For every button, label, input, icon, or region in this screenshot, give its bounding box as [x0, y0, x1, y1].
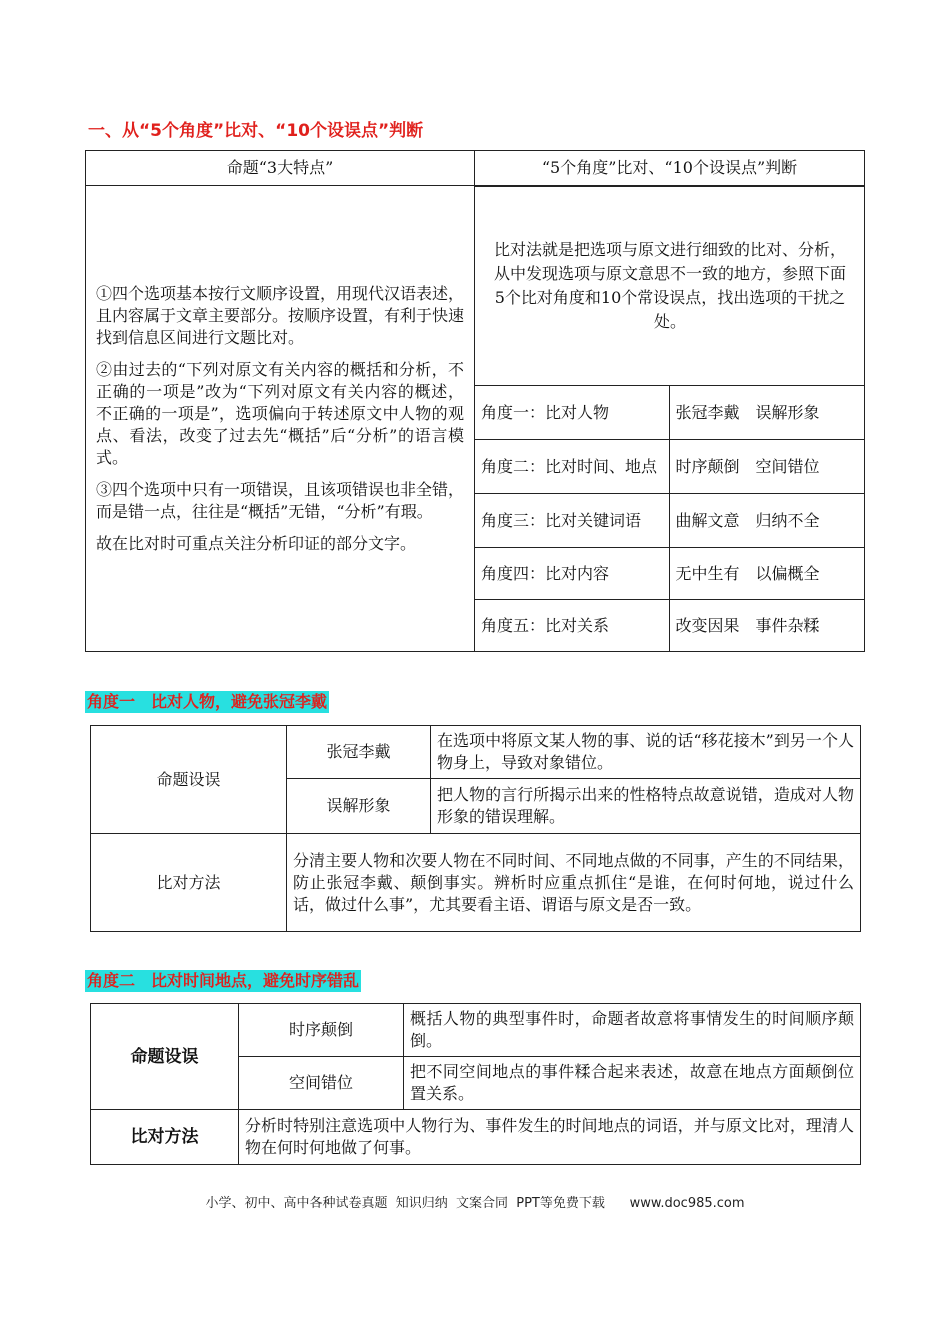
error-desc: 把人物的言行所揭示出来的性格特点故意说错，造成对人物形象的错误理解。: [431, 779, 861, 834]
intro-text: 比对法就是把选项与原文进行细致的比对、分析，从中发现选项与原文意思不一致的地方，参照下面5个比对角度和10个常设误点，找出选项的干扰之处。: [475, 187, 865, 386]
col2-header: “5个角度”比对、“10个设误点”判断: [475, 151, 865, 186]
error-term: 时序颠倒: [239, 1004, 404, 1057]
row-label-setup: 命题设误: [91, 1004, 239, 1110]
section2-title: 角度一 比对人物，避免张冠李戴: [87, 692, 328, 711]
row-label-method: 比对方法: [91, 1110, 239, 1165]
features-cell: [86, 186, 475, 652]
angle-points: 改变因果 事件杂糅: [669, 600, 865, 652]
angle-label: 角度二：比对时间、地点: [475, 440, 669, 494]
error-term: 空间错位: [239, 1057, 404, 1110]
error-desc: 在选项中将原文某人物的事、说的话“移花接木”到另一个人物身上，导致对象错位。: [431, 726, 861, 779]
angle-points: 无中生有 以偏概全: [669, 548, 865, 600]
col1-header: 命题“3大特点”: [86, 151, 475, 186]
row-label-setup: 命题设误: [91, 726, 287, 834]
section-heading: 一、从“5个角度”比对、“10个设误点”判断: [88, 121, 424, 141]
feature-paragraph: 故在比对时可重点关注分析印证的部分文字。: [96, 533, 417, 553]
error-term: 误解形象: [287, 779, 431, 834]
feature-paragraph: ③四个选项中只有一项错误，且该项错误也非全错，而是错一点，往往是“概括”无错，“分析”有瑕。: [96, 479, 465, 521]
angle1-table: [90, 725, 861, 932]
comparison-table: [85, 150, 865, 652]
method-text: 分析时特别注意选项中人物行为、事件发生的时间地点的词语，并与原文比对，理清人物在何时何地做了何事。: [239, 1110, 861, 1165]
angle-points: 曲解文意 归纳不全: [669, 494, 865, 548]
error-term: 张冠李戴: [287, 726, 431, 779]
error-desc: 概括人物的典型事件时，命题者故意将事情发生的时间顺序颠倒。: [404, 1004, 861, 1057]
row-label-method: 比对方法: [91, 834, 287, 932]
angle-label: 角度五：比对关系: [475, 600, 669, 652]
angle-points: 张冠李戴 误解形象: [669, 386, 865, 440]
method-text: 分清主要人物和次要人物在不同时间、不同地点做的不同事，产生的不同结果，防止张冠李戴、颠倒事实。辨析时应重点抓住“是谁，在何时何地，说过什么话，做过什么事”，尤其要看主语、谓语与原文是否一致。: [287, 834, 861, 932]
angle-label: 角度三：比对关键词语: [475, 494, 669, 548]
error-desc: 把不同空间地点的事件糅合起来表述，故意在地点方面颠倒位置关系。: [404, 1057, 861, 1110]
angle-label: 角度四：比对内容: [475, 548, 669, 600]
feature-paragraph: ②由过去的“下列对原文有关内容的概括和分析，不正确的一项是”改为“下列对原文有关内容的概述，不正确的一项是”，选项偏向于转述原文中人物的观点、看法，改变了过去先“概括”后“分析”的语言模式。: [96, 359, 464, 467]
angles-cell: [475, 186, 865, 652]
feature-paragraph: ①四个选项基本按行文顺序设置，用现代汉语表述，且内容属于文章主要部分。按顺序设置，有利于快速找到信息区间进行文题比对。: [96, 283, 465, 347]
angles-table: [475, 186, 865, 651]
angle-points: 时序颠倒 空间错位: [669, 440, 865, 494]
section3-title: 角度二 比对时间地点，避免时序错乱: [87, 971, 360, 990]
angle2-table: [90, 1003, 861, 1165]
angle-label: 角度一：比对人物: [475, 386, 669, 440]
page-footer: 小学、初中、高中各种试卷真题 知识归纳 文案合同 PPT等免费下载 www.doc985.com: [205, 1196, 745, 1211]
